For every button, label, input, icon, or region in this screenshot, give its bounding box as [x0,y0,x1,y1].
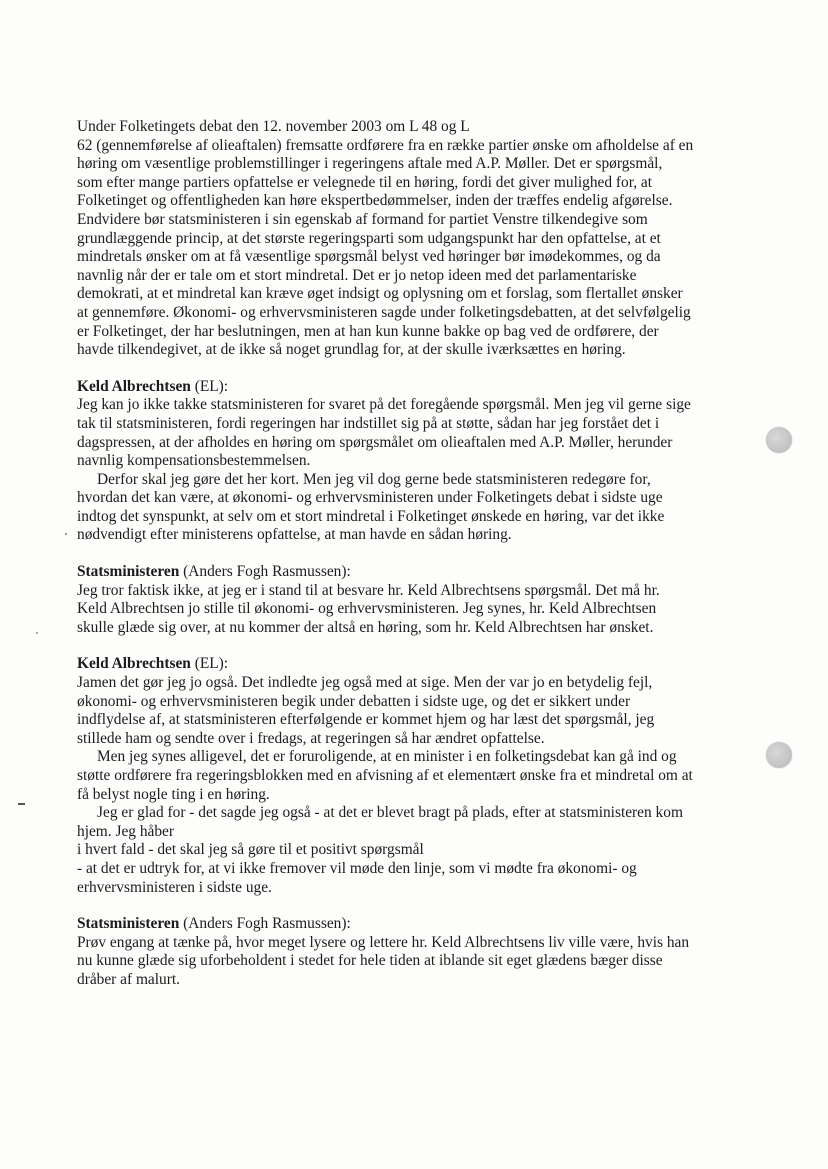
speaker-heading [77,563,762,582]
scan-speck [65,533,67,535]
text-line: er Folketinget, der har beslutningen, men at han kun kunne bakke op bag ved de ordførere, der [77,322,659,340]
speech-line: Men jeg synes alligevel, det er foruroligende, at en minister i en folketingsdebat kan gå ind og [97,748,677,766]
speech-block [77,563,762,637]
speech-block [77,915,762,989]
speaker-affiliation: (Anders Fogh Rasmussen): [179,915,351,933]
speech-line: Jeg kan jo ikke takke statsministeren for svaret på det foregående spørgsmål. Men jeg vil gerne sige [77,396,691,414]
text-line: Under Folketingets debat den 12. november 2003 om L 48 og L [77,118,470,135]
text-line: som efter mange partiers opfattelse er velegnede til en høring, fordi det giver mulighed for, at [77,173,653,191]
speech-line: Derfor skal jeg gøre det her kort. Men jeg vil dog gerne bede statsministeren redegøre for, [97,470,651,488]
text-line: grundlæggende princip, at det største regeringsparti som udgangspunkt har den opfattelse, at et [77,229,661,247]
speech-line: hjem. Jeg håber [77,822,175,840]
text-line: 62 (gennemførelse af olieaftalen) fremsatte ordførere fra en række partier ønske om afholdelse af en [77,136,694,154]
speaker-affiliation: (EL): [190,377,229,395]
punch-hole-lower [766,742,792,768]
text-line: at gennemføre. Økonomi- og erhvervsministeren sagde under folketingsdebatten, at det selvfølgelig [77,303,691,321]
speech-line: nødvendigt efter ministerens opfattelse, at man havde en sådan høring. [77,526,512,544]
speaker-name: Statsministeren [77,915,180,933]
text-line: høring om væsentlige problemstillinger i regeringens aftale med A.P. Møller. Det er spørgsmål, [77,155,663,173]
intro-paragraph [77,118,762,360]
text-line: Folketinget og offentligheden kan høre ekspertbedømmelser, inden der træffes endelig afgørelse. [77,192,673,210]
text-line: mindretals ønsker om at få væsentlige spørgsmål belyst ved høringer bør imødekommes, og da [77,248,661,266]
speaker-name: Keld Albrechtsen [77,655,191,673]
speech-line: hvordan det kan være, at økonomi- og erhvervsministeren under Folketingets debat i sidste uge [77,489,663,507]
speaker-heading [77,378,762,397]
speeches-list [77,378,762,990]
text-line: navnlig når der er tale om et stort mindretal. Det er jo netop ideen med det parlamentariske [77,266,637,284]
speech-line: Jeg er glad for - det sagde jeg også - at det er blevet bragt på plads, efter at statsministeren kom [97,804,683,822]
speech-line: Keld Albrechtsen jo stille til økonomi- og erhvervsministeren. Jeg synes, hr. Keld Albrechtsen [77,600,657,618]
speech-line: tak til statsministeren, fordi regeringen har indstillet sig på at støtte, sådan har jeg forstået det i [77,414,660,432]
text-line: Endvidere bør statsministeren i sin egenskab af formand for partiet Venstre tilkendegive som [77,210,648,228]
scan-mark [18,803,25,805]
speech-line: indtog det synspunkt, at selv om et stort mindretal i Folketinget ønskede en høring, var det ikke [77,507,665,525]
speech-line: dråber af malurt. [77,970,180,988]
speech-line: få belyst nogle ting i en høring. [77,785,270,803]
text-line: demokrati, at et mindretal kan kræve øget indsigt og oplysning om et forslag, som flertallet ønsker [77,285,683,303]
speaker-heading [77,915,762,934]
speech-line: - at det er udtryk for, at vi ikke fremover vil møde den linje, som vi mødte fra økonomi- og [77,859,637,877]
speaker-affiliation: (Anders Fogh Rasmussen): [179,563,351,581]
speech-line: økonomi- og erhvervsministeren begik under debatten i sidste uge, og det er sikkert under [77,692,631,710]
speech-line: Jamen det gør jeg jo også. Det indledte jeg også med at sige. Men der var jo en betydelig fejl, [77,674,653,692]
speaker-heading [77,655,762,674]
punch-hole-upper [766,427,792,453]
speech-block [77,378,762,545]
speech-line: navnlig kompensationsbestemmelsen. [77,452,311,470]
speaker-affiliation: (EL): [190,655,229,673]
speaker-name: Statsministeren [77,563,180,581]
speech-line: i hvert fald - det skal jeg så gøre til et positivt spørgsmål [77,841,424,859]
speaker-name: Keld Albrechtsen [77,377,191,395]
speech-line: nu kunne glæde sig uforbeholdent i stedet for hele tiden at iblande sit eget glædens bæger disse [77,952,663,970]
speech-line: indflydelse af, at statsministeren efterfølgende er kommet hjem og har læst det spørgsmål, jeg [77,711,655,729]
text-line: havde tilkendegivet, at de ikke så noget grundlag for, at der skulle iværksættes en høring. [77,341,626,359]
speech-line: Jeg tror faktisk ikke, at jeg er i stand til at besvare hr. Keld Albrechtsens spørgsmål. Det må hr. [77,581,660,599]
speech-line: skulle glæde sig over, at nu kommer der altså en høring, som hr. Keld Albrechtsen har ønsket. [77,618,654,636]
speech-line: Prøv engang at tænke på, hvor meget lysere og lettere hr. Keld Albrechtsens liv ville være, hvis han [77,933,690,951]
document-body [77,118,762,990]
speech-line: stillede ham og sendte over i fredags, at regeringen så har ændret opfattelse. [77,729,545,747]
speech-line: dagspressen, at der afholdes en høring om spørgsmålet om olieaftalen med A.P. Møller, herunder [77,433,673,451]
speech-line: støtte ordførere fra regeringsblokken med en afvisning af et elementært ønske fra et mindretal om at [77,767,693,784]
speech-block [77,655,762,897]
scan-speck [36,632,38,634]
speech-line: erhvervsministeren i sidste uge. [77,878,272,896]
